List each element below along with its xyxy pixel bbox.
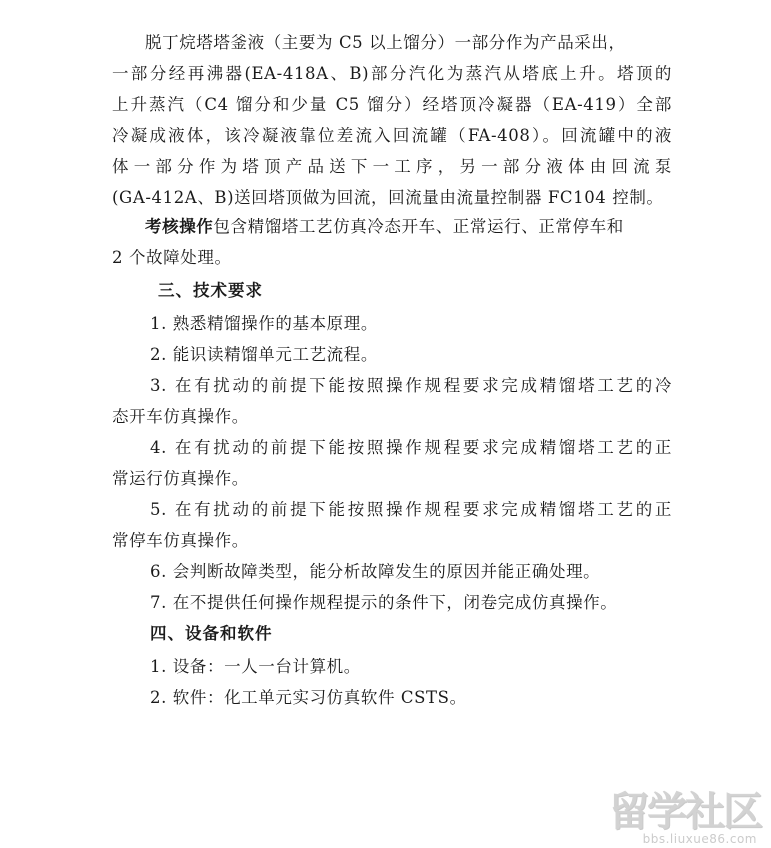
assessment-label: 考核操作 xyxy=(145,217,214,236)
section-3-item-3-line-2: 态开车仿真操作。 xyxy=(112,407,249,426)
watermark-url: bbs.liuxue86.com xyxy=(642,832,757,846)
section-4-item-2: 2. 软件：化工单元实习仿真软件 CSTS。 xyxy=(150,688,467,707)
paragraph-1-line-5: 体一部分作为塔顶产品送下一工序，另一部分液体由回流泵 xyxy=(112,157,672,176)
assessment-text: 包含精馏塔工艺仿真冷态开车、正常运行、正常停车和 xyxy=(213,217,624,236)
section-3-item-7: 7. 在不提供任何操作规程提示的条件下，闭卷完成仿真操作。 xyxy=(150,593,618,612)
paragraph-1-line-3: 上升蒸汽（C4 馏分和少量 C5 馏分）经塔顶冷凝器（EA-419）全部 xyxy=(112,95,672,114)
section-3-item-4-line-1: 4. 在有扰动的前提下能按照操作规程要求完成精馏塔工艺的正 xyxy=(150,438,672,457)
paragraph-2-line-1 xyxy=(145,217,705,237)
section-4-item-1: 1. 设备：一人一台计算机。 xyxy=(150,657,361,676)
section-4-heading: 四、设备和软件 xyxy=(150,624,273,643)
paragraph-1-line-2: 一部分经再沸器(EA-418A、B)部分汽化为蒸汽从塔底上升。塔顶的 xyxy=(112,64,672,83)
section-3-heading: 三、技术要求 xyxy=(158,281,263,300)
paragraph-1-line-4: 冷凝成液体，该冷凝液靠位差流入回流罐（FA-408）。回流罐中的液 xyxy=(112,126,672,145)
section-3-item-6: 6. 会判断故障类型，能分析故障发生的原因并能正确处理。 xyxy=(150,562,601,581)
paragraph-2-line-2: 2 个故障处理。 xyxy=(112,248,232,267)
section-3-item-3-line-1: 3. 在有扰动的前提下能按照操作规程要求完成精馏塔工艺的冷 xyxy=(150,376,672,395)
section-3-item-5-line-1: 5. 在有扰动的前提下能按照操作规程要求完成精馏塔工艺的正 xyxy=(150,500,672,519)
section-3-item-5-line-2: 常停车仿真操作。 xyxy=(112,531,249,550)
section-3-item-2: 2. 能识读精馏单元工艺流程。 xyxy=(150,345,378,364)
watermark xyxy=(607,790,767,848)
section-3-item-1: 1. 熟悉精馏操作的基本原理。 xyxy=(150,314,378,333)
paragraph-1-line-1: 脱丁烷塔塔釜液（主要为 C5 以上馏分）一部分作为产品采出， xyxy=(145,33,626,52)
watermark-logo: 留学社区 xyxy=(609,789,761,835)
section-3-item-4-line-2: 常运行仿真操作。 xyxy=(112,469,249,488)
paragraph-1-line-6: (GA-412A、B)送回塔顶做为回流，回流量由流量控制器 FC104 控制。 xyxy=(112,188,664,207)
